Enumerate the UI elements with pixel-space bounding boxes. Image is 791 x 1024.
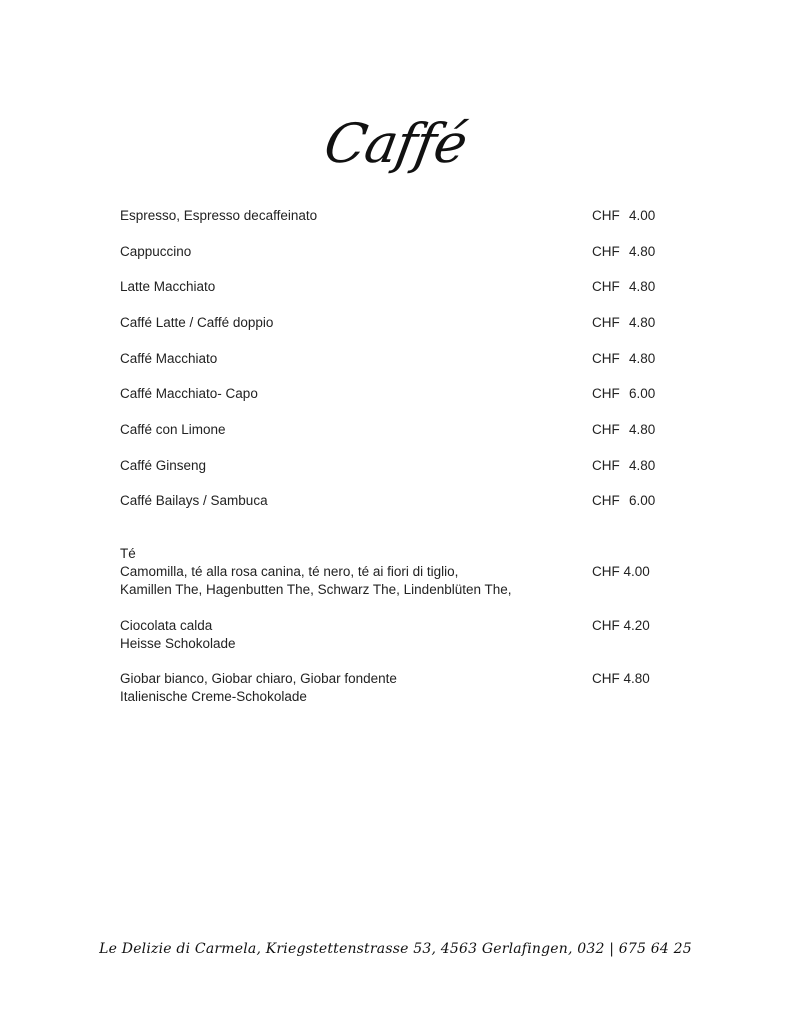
cioccolata-name-de: Heisse Schokolade [120, 636, 236, 651]
te-description-de: Kamillen The, Hagenbutten The, Schwarz The, Lindenblüten The, [120, 582, 512, 597]
te-description-it: Camomilla, té alla rosa canina, té nero, té ai fiori di tiglio, [120, 564, 459, 579]
item-name: Caffé con Limone [120, 422, 226, 437]
item-name: Caffé Ginseng [120, 458, 207, 473]
item-price: 4.80 [629, 351, 656, 366]
item-price: 6.00 [629, 493, 656, 508]
item-price: 4.00 [629, 208, 656, 223]
item-price: 4.80 [629, 458, 656, 473]
te-section [120, 545, 680, 599]
item-currency: CHF [592, 422, 620, 437]
giobar-price: CHF 4.80 [592, 671, 650, 686]
item-price: 6.00 [629, 386, 656, 401]
footer-address: Le Delizie di Carmela, Kriegstettenstrasse 53, 4563 Gerlafingen, 032 | 675 64 25 [99, 941, 692, 957]
item-price: 4.80 [629, 315, 656, 330]
item-currency: CHF [592, 493, 620, 508]
item-currency: CHF [592, 279, 620, 294]
item-name: Cappuccino [120, 244, 192, 259]
menu-item [120, 350, 680, 368]
cioccolata-section [120, 617, 680, 653]
menu-item [120, 278, 680, 296]
item-currency: CHF [592, 208, 620, 223]
te-heading: Té [120, 546, 136, 561]
cioccolata-price: CHF 4.20 [592, 618, 650, 633]
menu-item [120, 207, 680, 225]
te-price: CHF 4.00 [592, 564, 650, 579]
item-price: 4.80 [629, 279, 656, 294]
giobar-section [120, 670, 680, 706]
cioccolata-name-it: Ciocolata calda [120, 618, 213, 633]
menu-item [120, 457, 680, 475]
item-name: Caffé Bailays / Sambuca [120, 493, 268, 508]
menu-item [120, 243, 680, 261]
giobar-name-it: Giobar bianco, Giobar chiaro, Giobar fondente [120, 671, 397, 686]
menu-item [120, 421, 680, 439]
menu-item [120, 314, 680, 332]
item-currency: CHF [592, 315, 620, 330]
item-currency: CHF [592, 244, 620, 259]
item-name: Caffé Latte / Caffé doppio [120, 315, 274, 330]
page-title: Caffé [319, 112, 472, 175]
item-name: Espresso, Espresso decaffeinato [120, 208, 318, 223]
giobar-name-de: Italienische Creme-Schokolade [120, 689, 307, 704]
item-price: 4.80 [629, 422, 656, 437]
item-currency: CHF [592, 386, 620, 401]
menu-item [120, 492, 680, 510]
menu-item [120, 385, 680, 403]
item-currency: CHF [592, 458, 620, 473]
item-name: Latte Macchiato [120, 279, 216, 294]
item-name: Caffé Macchiato- Capo [120, 386, 258, 401]
item-currency: CHF [592, 351, 620, 366]
item-price: 4.80 [629, 244, 656, 259]
item-name: Caffé Macchiato [120, 351, 218, 366]
